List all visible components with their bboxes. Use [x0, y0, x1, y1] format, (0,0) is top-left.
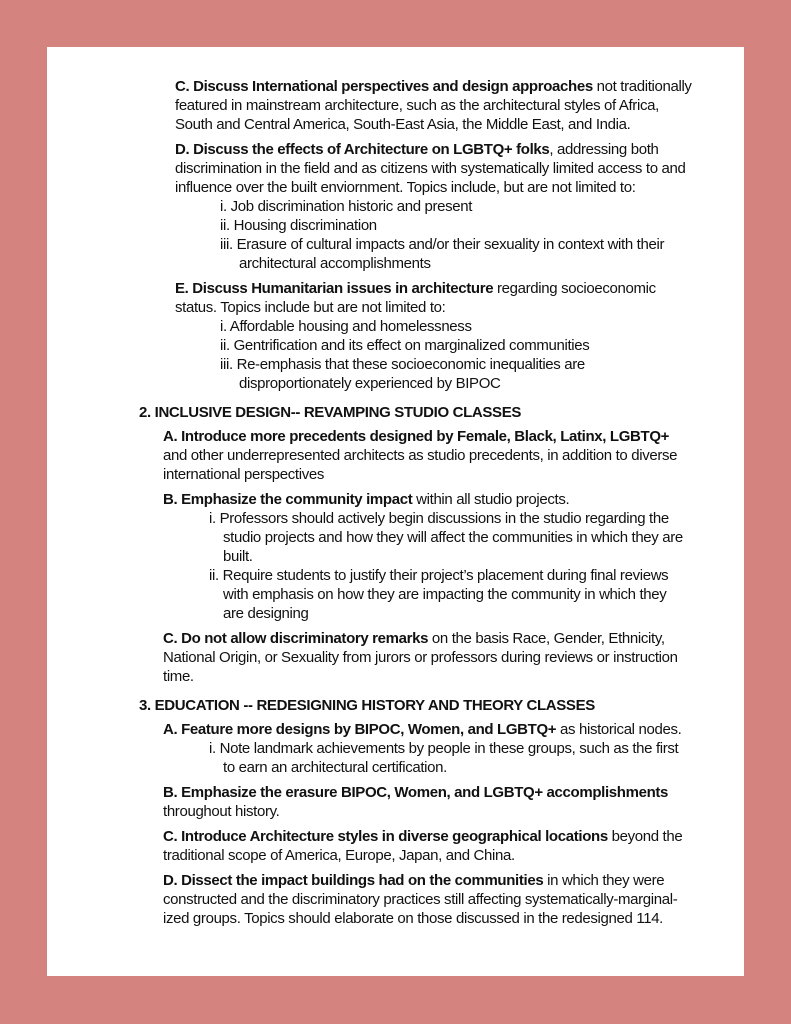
body-text: constructed and the discriminatory practices still affecting systematically-marginal-	[163, 891, 678, 908]
body-text: with emphasis on how they are impacting the community in which they	[223, 586, 667, 603]
body-text: throughout history.	[163, 803, 280, 820]
paragraph-line	[163, 872, 664, 890]
bold-lead-text: 2. INCLUSIVE DESIGN-- REVAMPING STUDIO CLASSES	[139, 404, 522, 421]
sub-list-item-line	[209, 567, 668, 585]
paragraph-line	[163, 910, 663, 928]
paragraph-line	[163, 803, 279, 821]
body-text: ii. Gentrification and its effect on marginalized communities	[220, 337, 590, 354]
bold-lead-text: C. Discuss International perspectives and design approaches	[175, 78, 593, 95]
body-text: iii. Re-emphasis that these socioeconomic inequalities are	[220, 356, 585, 373]
body-text: on the basis Race, Gender, Ethnicity,	[428, 630, 665, 647]
body-text: influence over the built enviornment. Topics include, but are not limited to:	[175, 179, 636, 196]
sub-list-item-line	[220, 356, 585, 374]
sub-list-item-line	[220, 198, 472, 216]
paragraph-line	[163, 721, 681, 739]
body-text: National Origin, or Sexuality from jurors or professors during reviews or instruction	[163, 649, 678, 666]
bold-lead-text: D. Discuss the effects of Architecture on LGBTQ+ folks	[175, 141, 550, 158]
body-text: built.	[223, 548, 253, 565]
paragraph-line	[163, 847, 515, 865]
sub-list-item-line	[223, 586, 666, 604]
sub-list-item-line	[223, 605, 309, 623]
body-text: ii. Require students to justify their project’s placement during final reviews	[209, 567, 669, 584]
body-text: as historical nodes.	[556, 721, 682, 738]
sub-list-item-line	[220, 236, 664, 254]
sub-list-item-line	[209, 740, 678, 758]
bold-lead-text: D. Dissect the impact buildings had on the communities	[163, 872, 544, 889]
paragraph-line	[175, 141, 659, 159]
body-text: disproportionately experienced by BIPOC	[239, 375, 501, 392]
sub-list-item-line	[220, 217, 377, 235]
body-text: ii. Housing discrimination	[220, 217, 377, 234]
body-text: , addressing both	[549, 141, 659, 158]
body-text: iii. Erasure of cultural impacts and/or their sexuality in context with their	[220, 236, 665, 253]
sub-list-item-line	[223, 759, 447, 777]
bold-lead-text: C. Do not allow discriminatory remarks	[163, 630, 429, 647]
bold-lead-text: B. Emphasize the erasure BIPOC, Women, and LGBTQ+ accomplishments	[163, 784, 669, 801]
paragraph-line	[163, 668, 194, 686]
body-text: are designing	[223, 605, 309, 622]
paragraph-line	[163, 649, 678, 667]
bold-lead-text: E. Discuss Humanitarian issues in architecture	[175, 280, 494, 297]
body-text: status. Topics include but are not limited to:	[175, 299, 446, 316]
body-text: to earn an architectural certification.	[223, 759, 447, 776]
paragraph-line	[163, 828, 682, 846]
bold-lead-text: A. Introduce more precedents designed by Female, Black, Latinx, LGBTQ+	[163, 428, 670, 445]
sub-list-item-line	[223, 529, 683, 547]
body-text: i. Note landmark achievements by people in these groups, such as the first	[209, 740, 679, 757]
sub-list-item-line	[220, 337, 589, 355]
paragraph-line	[175, 299, 445, 317]
body-text: South and Central America, South-East Asia, the Middle East, and India.	[175, 116, 631, 133]
sub-list-item-line	[239, 375, 501, 393]
sub-list-item-line	[239, 255, 431, 273]
body-text: in which they were	[543, 872, 665, 889]
body-text: discrimination in the field and as citizens with systematically limited access to and	[175, 160, 686, 177]
sub-list-item-line	[209, 510, 669, 528]
section-heading	[139, 404, 521, 422]
paragraph-line	[163, 630, 665, 648]
body-text: and other underrepresented architects as studio precedents, in addition to diverse	[163, 447, 678, 464]
body-text: not traditionally	[592, 78, 692, 95]
body-text: featured in mainstream architecture, such as the architectural styles of Africa,	[175, 97, 659, 114]
body-text: i. Job discrimination historic and present	[220, 198, 473, 215]
body-text: i. Professors should actively begin discussions in the studio regarding the	[209, 510, 669, 527]
bold-lead-text: 3. EDUCATION -- REDESIGNING HISTORY AND THEORY CLASSES	[139, 697, 595, 714]
paragraph-line	[163, 891, 677, 909]
sub-list-item-line	[220, 318, 472, 336]
body-text: ized groups. Topics should elaborate on those discussed in the redesigned 114.	[163, 910, 664, 927]
paragraph-line	[175, 280, 656, 298]
body-text: within all studio projects.	[412, 491, 570, 508]
body-text: international perspectives	[163, 466, 324, 483]
paragraph-line	[163, 491, 569, 509]
paragraph-line	[163, 784, 668, 802]
paragraph-line	[163, 466, 324, 484]
body-text: traditional scope of America, Europe, Japan, and China.	[163, 847, 515, 864]
paragraph-line	[175, 78, 692, 96]
paragraph-line	[163, 447, 677, 465]
paragraph-line	[175, 116, 630, 134]
body-text: regarding socioeconomic	[493, 280, 656, 297]
document-page	[47, 47, 744, 976]
paragraph-line	[175, 179, 636, 197]
bold-lead-text: B. Emphasize the community impact	[163, 491, 413, 508]
paragraph-line	[175, 97, 659, 115]
section-heading	[139, 697, 595, 715]
body-text: i. Affordable housing and homelessness	[220, 318, 472, 335]
body-text: studio projects and how they will affect the communities in which they are	[223, 529, 683, 546]
body-text: beyond the	[607, 828, 683, 845]
paragraph-line	[163, 428, 669, 446]
body-text: architectural accomplishments	[239, 255, 431, 272]
sub-list-item-line	[223, 548, 253, 566]
paragraph-line	[175, 160, 686, 178]
body-text: time.	[163, 668, 194, 685]
bold-lead-text: A. Feature more designs by BIPOC, Women, and LGBTQ+	[163, 721, 557, 738]
bold-lead-text: C. Introduce Architecture styles in diverse geographical locations	[163, 828, 608, 845]
